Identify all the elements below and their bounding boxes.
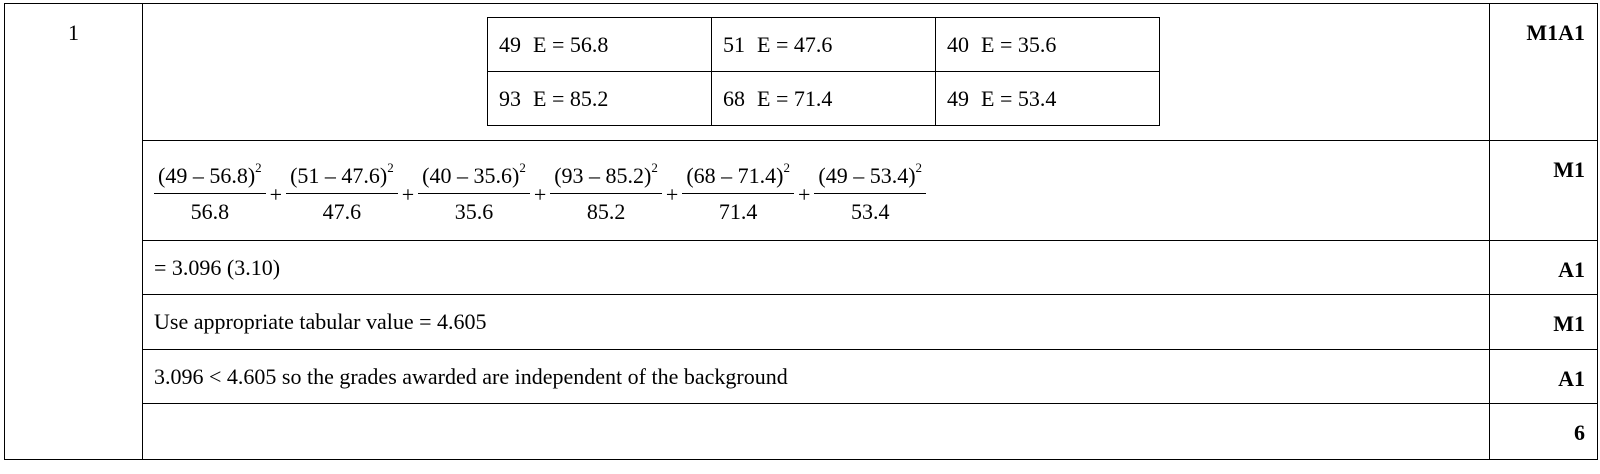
fraction-numerator: (40 – 35.6) [422,163,520,189]
expected-row [488,72,1160,126]
fraction-denominator: 47.6 [322,199,362,225]
expected-cell [488,18,712,72]
total-marks: 6 [1490,404,1598,460]
empty-cell [143,404,1490,460]
exponent: 2 [651,160,658,176]
fraction-term [814,160,926,225]
exponent: 2 [915,160,923,176]
expected-value: E = 35.6 [981,31,1057,57]
exponent: 2 [783,160,790,176]
tabular-cell [143,295,1490,350]
conclusion-cell [143,350,1490,404]
observed-value: 68 [723,85,745,111]
plus-sign: + [533,181,547,207]
scheme-row-conclusion [5,350,1598,404]
mark-m1a1: M1A1 [1490,4,1598,141]
fraction-denominator: 53.4 [850,199,890,225]
question-number: 1 [5,4,143,460]
plus-sign: + [797,181,811,207]
mark-a1-conclusion: A1 [1490,350,1598,404]
fraction-term [286,160,398,225]
mark-a1-result: A1 [1490,240,1598,295]
fraction-term [682,160,794,225]
mark-scheme-table [4,3,1598,460]
expected-cell [936,18,1160,72]
chi-square-expression-cell [143,141,1490,241]
working-cell [143,4,1490,141]
expected-value: E = 85.2 [533,85,609,111]
expected-cell [712,72,936,126]
tabular-line: Use appropriate tabular value = 4.605 [154,309,487,335]
expected-cell [712,18,936,72]
observed-value: 49 [499,31,521,57]
chi-square-expression [154,141,1489,225]
expected-value: E = 56.8 [533,31,609,57]
plus-sign: + [269,181,283,207]
plus-sign: + [401,181,415,207]
expected-cell [488,72,712,126]
result-cell [143,240,1490,295]
observed-value: 40 [947,31,969,57]
expected-value: E = 53.4 [981,85,1057,111]
observed-value: 51 [723,31,745,57]
fraction-numerator: (68 – 71.4) [686,163,784,189]
observed-value: 49 [947,85,969,111]
expected-value: E = 71.4 [757,85,833,111]
fraction-term [154,160,266,225]
scheme-row-result [5,240,1598,295]
exponent: 2 [255,160,262,176]
fraction-term [550,160,662,225]
fraction-denominator: 35.6 [454,199,494,225]
expected-values-table [487,17,1160,126]
expected-value: E = 47.6 [757,31,833,57]
expected-cell [936,72,1160,126]
mark-m1-expression: M1 [1490,141,1598,241]
fraction-term [418,160,530,225]
scheme-row-expected-values [5,4,1598,141]
result-line: = 3.096 (3.10) [154,254,281,280]
exponent: 2 [387,160,394,176]
fraction-numerator: (49 – 56.8) [158,163,256,189]
plus-sign: + [665,181,679,207]
fraction-denominator: 56.8 [190,199,230,225]
fraction-numerator: (49 – 53.4) [818,163,916,189]
scheme-row-tabular [5,295,1598,350]
observed-value: 93 [499,85,521,111]
exponent: 2 [519,160,526,176]
fraction-denominator: 71.4 [718,199,758,225]
fraction-numerator: (93 – 85.2) [554,163,652,189]
fraction-denominator: 85.2 [586,199,626,225]
expected-row [488,18,1160,72]
scheme-row-total [5,404,1598,460]
mark-m1-tabular: M1 [1490,295,1598,350]
fraction-numerator: (51 – 47.6) [290,163,388,189]
conclusion-line: 3.096 < 4.605 so the grades awarded are independent of the background [154,364,788,390]
scheme-row-expression [5,141,1598,241]
